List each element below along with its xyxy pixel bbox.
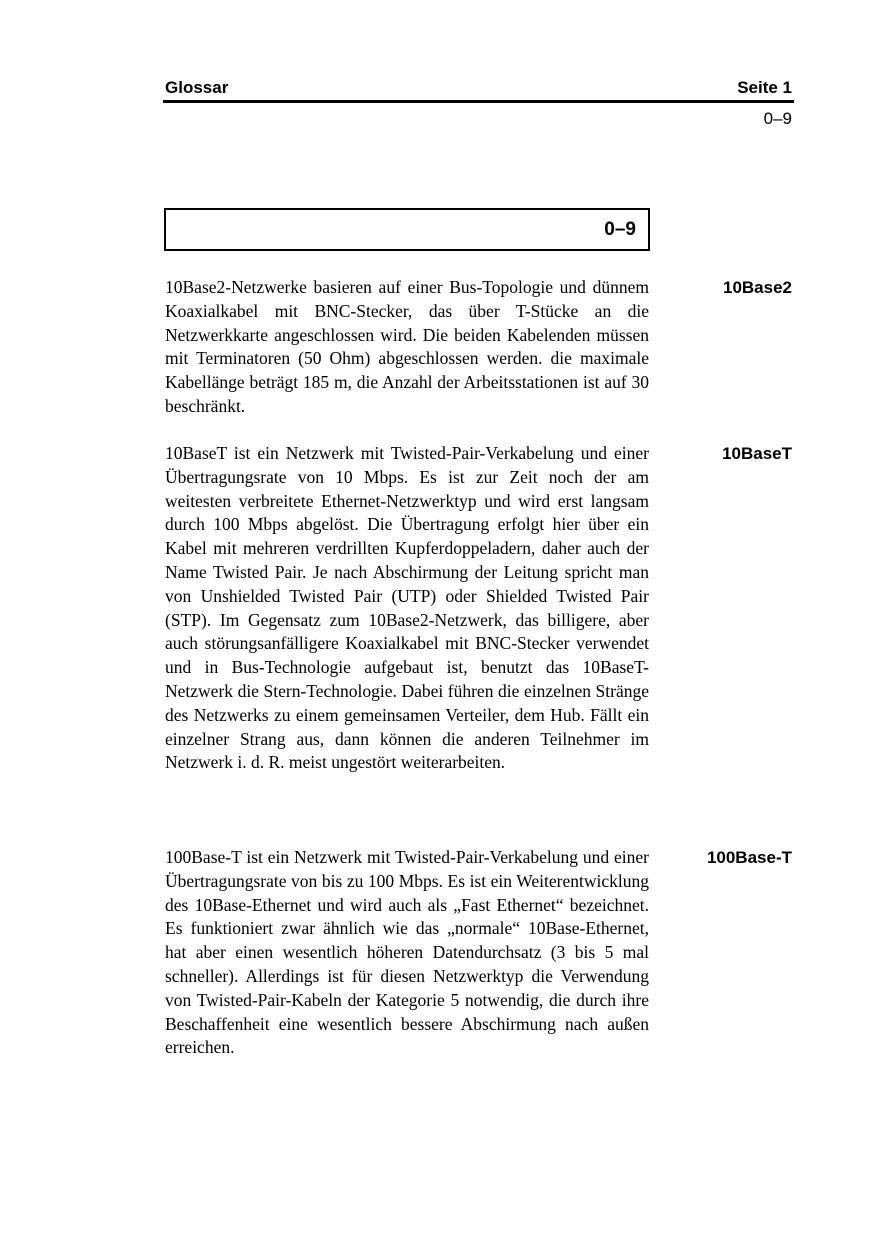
section-heading-box [164,208,650,251]
section-range-label: 0–9 [763,109,792,128]
glossary-entry-10baset [165,442,792,775]
entry-term: 10Base2 [722,278,792,297]
entry-term: 10BaseT [722,444,792,463]
header-title: Glossar [165,78,229,97]
glossary-entry-10base2 [165,276,792,419]
header-rule [163,100,794,103]
entry-definition: 10BaseT ist ein Netzwerk mit Twisted-Pair-Verkabelung und einer Übertragungsrate von 10 Mbps. Es ist zur Zeit noch der am weitesten verbreitete Ethernet-Netzwerktyp und wird erst langsam durch 100 Mbps abgelöst. Die Übertragung erfolgt hier über ein Kabel mit mehreren verdrillten Kupferdoppeladern, daher auch der Name Twisted Pair. Je nach Abschirmung der Leitung spricht man von Unshielded Twisted Pair (UTP) oder Shielded Twisted Pair (STP). Im Gegensatz zum 10Base2-Netzwerk, das billigere, aber auch störungsanfälligere Koaxialkabel mit BNC-Stecker verwendet und in Bus-Technologie aufgebaut ist, benutzt das 10BaseT-Netzwerk die Stern-Technologie. Dabei führen die einzelnen Stränge des Netzwerks zu einem gemeinsamen Verteiler, dem Hub. Fällt ein einzelner Strang aus, dann können die anderen Teilnehmer im Netzwerk i. d. R. meist ungestört weiterarbeiten. [165,443,649,773]
section-heading: 0–9 [604,219,636,240]
entry-term: 100Base-T [706,848,792,867]
running-header [165,77,792,99]
entry-definition: 10Base2-Netzwerke basieren auf einer Bus-Topologie und dünnem Koaxialkabel mit BNC-Stecker, das über T-Stücke an die Netzwerkkarte angeschlossen wird. Die beiden Kabelenden müssen mit Terminatoren (50 Ohm) abgeschlossen werden. die maximale Kabellänge beträgt 185 m, die Anzahl der Arbeitsstationen ist auf 30 beschränkt. [165,277,649,416]
glossary-entry-100base-t [165,846,792,1060]
entry-definition: 100Base-T ist ein Netzwerk mit Twisted-Pair-Verkabelung und einer Übertragungsrate von bis zu 100 Mbps. Es ist ein Weiterentwicklung des 10Base-Ethernet und wird auch als „Fast Ethernet“ bezeichnet. Es funktioniert zwar ähnlich wie das „normale“ 10Base-Ethernet, hat aber einen wesentlich höheren Datendurchsatz (3 bis 5 mal schneller). Allerdings ist für diesen Netzwerktyp die Verwendung von Twisted-Pair-Kabeln der Kategorie 5 notwendig, die durch ihre Beschaffenheit eine wesentlich bessere Abschirmung nach außen erreichen. [165,847,649,1058]
page-number: Seite 1 [737,78,792,97]
